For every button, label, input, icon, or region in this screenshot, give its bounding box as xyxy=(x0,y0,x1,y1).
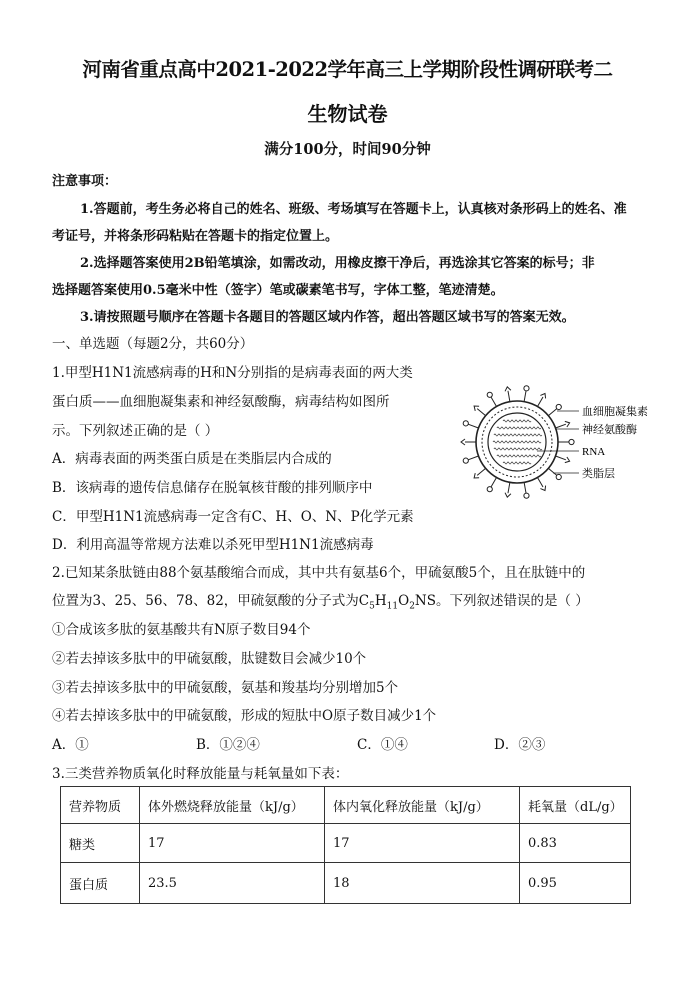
spike-stalk xyxy=(477,468,485,475)
table-header-cell: 体内氧化释放能量（kJ/g） xyxy=(325,787,520,824)
q2-stem-text: 位置为3、25、56、78、82，甲硫氨酸的分子式为C xyxy=(52,593,370,609)
table-header-cell: 耗氧量（dL/g） xyxy=(520,787,631,824)
q1-option-a: A．病毒表面的两类蛋白质是在类脂层内合成的 xyxy=(52,451,332,467)
spike-stalk xyxy=(548,409,556,416)
formula-element: NS xyxy=(414,593,436,609)
table-row xyxy=(61,824,631,863)
notice-line: 2.选择题答案使用2B铅笔填涂，如需改动，用橡皮擦干净后，再选涂其它答案的标号；非 xyxy=(80,256,595,271)
formula-sub: 5 xyxy=(369,601,375,612)
table-cell: 23.5 xyxy=(140,863,325,904)
subject-title: 生物试卷 xyxy=(307,102,388,126)
neuraminidase-spike-head xyxy=(524,493,529,498)
q2-choice-b: B．①②④ xyxy=(196,737,260,753)
q2-stem-line: 2.已知某条肽链由88个氨基酸缩合而成，其中共有氨基6个，甲硫氨酸5个，且在肽链中的 xyxy=(52,565,586,581)
spike-stalk xyxy=(491,397,497,407)
label-rna: RNA xyxy=(582,446,606,458)
table-header-cell: 营养物质 xyxy=(61,787,140,824)
q1-stem-line: 蛋白质——血细胞凝集素和神经氨酸酶，病毒结构如图所 xyxy=(52,394,390,410)
formula-sub: 11 xyxy=(386,601,399,612)
table-header-cell: 体外燃烧释放能量（kJ/g） xyxy=(140,787,325,824)
hemagglutinin-spike-head xyxy=(505,493,511,497)
formula-element: O xyxy=(398,593,410,609)
notice-line: 选择题答案使用0.5毫米中性（签字）笔或碳素笔书写，字体工整，笔迹清楚。 xyxy=(52,283,504,298)
table-cell: 0.83 xyxy=(520,824,631,863)
spike-stalk xyxy=(508,482,510,493)
notice-line: 考证号，并将条形码粘贴在答题卡的指定位置上。 xyxy=(52,229,339,244)
q1-option-c: C．甲型H1N1流感病毒一定含有C、H、O、N、P化学元素 xyxy=(52,509,414,525)
q2-statement: ②若去掉该多肽中的甲硫氨酸，肽键数目会减少10个 xyxy=(52,651,367,667)
neuraminidase-spike-head xyxy=(487,487,492,492)
spike-stalk xyxy=(491,478,497,488)
neuraminidase-spike-head xyxy=(524,386,529,391)
q2-choice-c: C．①④ xyxy=(357,737,408,753)
table-cell: 17 xyxy=(140,824,325,863)
virus-structure-diagram xyxy=(455,385,685,500)
spike-stalk xyxy=(538,478,544,488)
spike-stalk xyxy=(524,391,526,402)
hemagglutinin-spike-head xyxy=(461,439,465,445)
q2-stem-text: 。下列叙述错误的是（ ） xyxy=(435,593,589,609)
label-neuraminidase: 神经氨酸酶 xyxy=(582,424,637,436)
label-lipid-layer: 类脂层 xyxy=(582,468,615,480)
table-cell: 蛋白质 xyxy=(61,863,140,904)
label-hemagglutinin: 血细胞凝集素 xyxy=(582,406,648,418)
q2-choice-d: D．②③ xyxy=(494,737,546,753)
section-heading: 一、单选题（每题2分，共60分） xyxy=(52,336,254,352)
table-cell: 糖类 xyxy=(61,824,140,863)
spike-stalk xyxy=(556,456,566,460)
table-row xyxy=(61,863,631,904)
formula-element: H xyxy=(374,593,387,609)
hemagglutinin-spike-head xyxy=(505,387,511,391)
neuraminidase-spike-head xyxy=(569,439,574,444)
spike-stalk xyxy=(477,409,485,416)
q1-option-b: B．该病毒的遗传信息储存在脱氧核苷酸的排列顺序中 xyxy=(52,480,373,496)
notice-line: 1.答题前，考生务必将自己的姓名、班级、考场填写在答题卡上，认真核对条形码上的姓名、准 xyxy=(80,202,627,217)
spike-stalk xyxy=(556,424,566,428)
spike-stalk xyxy=(468,456,478,460)
formula-sub: 2 xyxy=(409,601,415,612)
q1-stem-line: 1.甲型H1N1流感病毒的H和N分别指的是病毒表面的两大类 xyxy=(52,365,413,381)
table-cell: 18 xyxy=(325,863,520,904)
q2-statement: ④若去掉该多肽中的甲硫氨酸，形成的短肽中O原子数目减少1个 xyxy=(52,708,437,724)
neuraminidase-spike-head xyxy=(463,458,468,463)
neuraminidase-spike-head xyxy=(487,392,492,397)
spike-stalk xyxy=(508,391,510,402)
q3-stem: 3.三类营养物质氧化时释放能量与耗氧量如下表： xyxy=(52,766,349,782)
q1-option-d: D．利用高温等常规方法难以杀死甲型H1N1流感病毒 xyxy=(52,537,374,553)
q2-statement: ③若去掉该多肽中的甲硫氨酸，氨基和羧基均分别增加5个 xyxy=(52,680,399,696)
q2-statement: ①合成该多肽的氨基酸共有N原子数目94个 xyxy=(52,622,311,638)
exam-meta: 满分100分，时间90分钟 xyxy=(264,141,431,158)
neuraminidase-spike-head xyxy=(556,474,561,479)
spike-stalk xyxy=(548,468,556,475)
q2-choice-a: A．① xyxy=(52,737,89,753)
neuraminidase-spike-head xyxy=(556,404,561,409)
spike-stalk xyxy=(524,482,526,493)
notice-line: 3.请按照题号顺序在答题卡各题目的答题区域内作答，超出答题区域书写的答案无效。 xyxy=(80,310,575,325)
neuraminidase-spike-head xyxy=(463,421,468,426)
spike-stalk xyxy=(468,424,478,428)
spike-stalk xyxy=(538,397,544,407)
q2-stem-line xyxy=(52,589,589,612)
table-header-row xyxy=(61,787,631,824)
q1-stem-line: 示。下列叙述正确的是（ ） xyxy=(52,423,219,439)
notice-heading: 注意事项： xyxy=(52,174,118,189)
table-cell: 17 xyxy=(325,824,520,863)
exam-title: 河南省重点高中2021-2022学年高三上学期阶段性调研联考二 xyxy=(82,58,613,81)
table-cell: 0.95 xyxy=(520,863,631,904)
nutrient-energy-table xyxy=(60,786,631,904)
